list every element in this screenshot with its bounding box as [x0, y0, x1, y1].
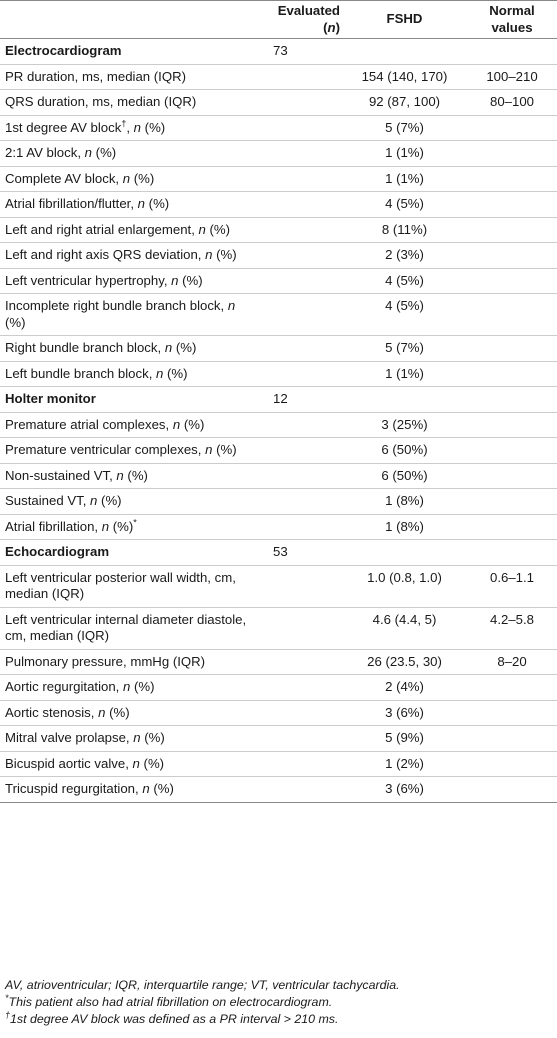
row-label: Sustained VT, n (%): [5, 493, 122, 508]
table-row: [0, 565, 557, 607]
table-row: [0, 64, 557, 90]
footnote-abbreviations: AV, atrioventricular; IQR, interquartile range; VT, ventricular tachycardia.: [5, 978, 400, 992]
row-label: QRS duration, ms, median (IQR): [5, 94, 197, 109]
row-label: PR duration, ms, median (IQR): [5, 68, 187, 84]
row-evaluated: [257, 514, 342, 540]
row-evaluated: [257, 726, 342, 752]
table-row: [0, 192, 557, 218]
row-normal-value: [467, 243, 557, 269]
row-fshd: [342, 387, 467, 413]
row-label: Electrocardiogram: [5, 43, 122, 58]
row-fshd: 3 (25%): [381, 416, 428, 432]
table-row: [0, 412, 557, 438]
row-label: Non-sustained VT, n (%): [5, 467, 148, 483]
table-row: [0, 115, 557, 141]
header-fshd: FSHD: [386, 11, 423, 27]
row-label: Left ventricular internal diameter diastole, cm, median (IQR): [5, 611, 247, 643]
row-normal-value: [467, 700, 557, 726]
row-normal-value: [467, 217, 557, 243]
row-fshd: 26 (23.5, 30): [367, 653, 442, 669]
table-row: [0, 438, 557, 464]
row-evaluated: [257, 64, 342, 90]
table-row: [0, 463, 557, 489]
row-normal-value: [467, 166, 557, 192]
table-row: [0, 141, 557, 167]
row-normal-value: [467, 412, 557, 438]
row-evaluated: [257, 412, 342, 438]
row-normal-value: [467, 726, 557, 752]
row-fshd: 4.6 (4.4, 5): [372, 611, 437, 627]
row-label: Echocardiogram: [5, 544, 110, 559]
table-row: [0, 90, 557, 116]
row-normal-value: [467, 387, 557, 413]
row-label: 1st degree AV block†, n (%): [5, 118, 166, 135]
row-fshd: 1 (1%): [385, 170, 424, 186]
footnote-asterisk: *This patient also had atrial fibrillation on electrocardiogram.: [5, 992, 333, 1009]
row-label: Mitral valve prolapse, n (%): [5, 730, 165, 745]
row-evaluated: [257, 565, 342, 607]
row-evaluated: [257, 700, 342, 726]
row-normal-value: [467, 192, 557, 218]
row-normal-value: [467, 751, 557, 777]
row-fshd: [342, 540, 467, 566]
row-label: 2:1 AV block, n (%): [5, 145, 117, 160]
row-evaluated: [257, 675, 342, 701]
row-fshd: 1 (1%): [385, 145, 424, 160]
row-evaluated: [257, 336, 342, 362]
table-body: [0, 39, 557, 803]
table-row: [0, 777, 557, 803]
row-fshd: 2 (4%): [385, 679, 424, 694]
table-header: [0, 1, 557, 39]
section-row: [0, 39, 557, 65]
row-fshd: 4 (5%): [385, 272, 424, 288]
header-label: [0, 1, 257, 39]
row-fshd: 1 (8%): [385, 518, 424, 534]
row-fshd: 154 (140, 170): [361, 68, 448, 84]
row-label: Left ventricular hypertrophy, n (%): [5, 272, 203, 288]
row-label: Holter monitor: [5, 391, 96, 406]
row-label: Pulmonary pressure, mmHg (IQR): [5, 653, 206, 669]
row-label: Tricuspid regurgitation, n (%): [5, 781, 174, 796]
row-label: Atrial fibrillation, n (%)*: [5, 517, 137, 534]
table-row: [0, 361, 557, 387]
row-normal-value: [467, 294, 557, 336]
row-normal-value: [467, 514, 557, 540]
section-row: [0, 387, 557, 413]
table-row: [0, 489, 557, 515]
row-fshd: 4 (5%): [385, 196, 424, 211]
row-fshd: 8 (11%): [381, 221, 428, 237]
row-normal-value: [467, 438, 557, 464]
row-fshd: 1.0 (0.8, 1.0): [367, 569, 442, 585]
row-fshd: 1 (2%): [385, 755, 424, 771]
row-normal-value: [467, 141, 557, 167]
row-label: Left ventricular posterior wall width, cm, median (IQR): [5, 569, 236, 601]
table-row: [0, 336, 557, 362]
row-fshd: 1 (8%): [385, 493, 424, 508]
row-evaluated: 73: [273, 43, 288, 58]
table-row: [0, 268, 557, 294]
row-normal-value: [467, 489, 557, 515]
table-footnotes: [5, 977, 553, 1028]
table-row: [0, 166, 557, 192]
row-label: Atrial fibrillation/flutter, n (%): [5, 196, 170, 211]
row-fshd: 5 (7%): [385, 119, 424, 135]
row-evaluated: 12: [273, 391, 288, 406]
row-normal-value: 4.2–5.8: [490, 611, 534, 627]
row-fshd: 4 (5%): [385, 298, 424, 313]
row-fshd: 3 (6%): [385, 704, 424, 720]
row-fshd: 92 (87, 100): [368, 94, 441, 109]
table-row: [0, 294, 557, 336]
row-normal-value: 100–210: [486, 68, 538, 84]
table-row: [0, 607, 557, 649]
row-evaluated: [257, 294, 342, 336]
row-label: Aortic regurgitation, n (%): [5, 679, 155, 694]
row-normal-value: [467, 39, 557, 65]
row-evaluated: [257, 438, 342, 464]
row-evaluated: [257, 777, 342, 803]
row-normal-value: [467, 777, 557, 803]
row-fshd: 5 (9%): [385, 730, 424, 745]
row-evaluated: [257, 649, 342, 675]
row-normal-value: [467, 361, 557, 387]
table-row: [0, 217, 557, 243]
row-evaluated: [257, 268, 342, 294]
row-evaluated: [257, 192, 342, 218]
row-normal-value: [467, 540, 557, 566]
row-fshd: 1 (1%): [385, 365, 424, 381]
row-label: Left and right axis QRS deviation, n (%): [5, 247, 237, 262]
table-row: [0, 243, 557, 269]
row-normal-value: [467, 463, 557, 489]
row-fshd: 5 (7%): [385, 340, 424, 355]
table-row: [0, 649, 557, 675]
row-normal-value: [467, 115, 557, 141]
row-fshd: [342, 39, 467, 65]
section-row: [0, 540, 557, 566]
row-label: Premature ventricular complexes, n (%): [5, 442, 237, 457]
row-evaluated: [257, 141, 342, 167]
row-evaluated: 53: [273, 544, 288, 559]
row-evaluated: [257, 243, 342, 269]
row-label: Complete AV block, n (%): [5, 170, 155, 186]
row-evaluated: [257, 463, 342, 489]
row-evaluated: [257, 361, 342, 387]
row-fshd: 6 (50%): [381, 442, 428, 457]
table-row: [0, 675, 557, 701]
row-fshd: 2 (3%): [385, 247, 424, 262]
table-row: [0, 751, 557, 777]
row-fshd: 6 (50%): [381, 467, 428, 483]
row-normal-value: 8–20: [497, 653, 527, 669]
table-row: [0, 700, 557, 726]
row-evaluated: [257, 751, 342, 777]
table-row: [0, 514, 557, 540]
table-row: [0, 726, 557, 752]
footnote-dagger: †1st degree AV block was defined as a PR interval > 210 ms.: [5, 1009, 339, 1026]
row-evaluated: [257, 607, 342, 649]
row-normal-value: 80–100: [489, 94, 534, 109]
row-label: Left bundle branch block, n (%): [5, 365, 188, 381]
row-label: Aortic stenosis, n (%): [5, 704, 130, 720]
row-label: Left and right atrial enlargement, n (%): [5, 221, 231, 237]
row-evaluated: [257, 166, 342, 192]
row-label: Right bundle branch block, n (%): [5, 340, 197, 355]
row-evaluated: [257, 489, 342, 515]
row-fshd: 3 (6%): [385, 781, 424, 796]
header-normal-values: Normal values: [489, 3, 535, 35]
row-normal-value: [467, 336, 557, 362]
row-label: Bicuspid aortic valve, n (%): [5, 755, 165, 771]
row-normal-value: 0.6–1.1: [490, 569, 534, 585]
row-evaluated: [257, 90, 342, 116]
row-evaluated: [257, 115, 342, 141]
header-evaluated: Evaluated (n): [277, 3, 340, 35]
row-normal-value: [467, 675, 557, 701]
row-label: Incomplete right bundle branch block, n (%): [5, 298, 236, 330]
row-label: Premature atrial complexes, n (%): [5, 416, 205, 432]
row-normal-value: [467, 268, 557, 294]
row-evaluated: [257, 217, 342, 243]
